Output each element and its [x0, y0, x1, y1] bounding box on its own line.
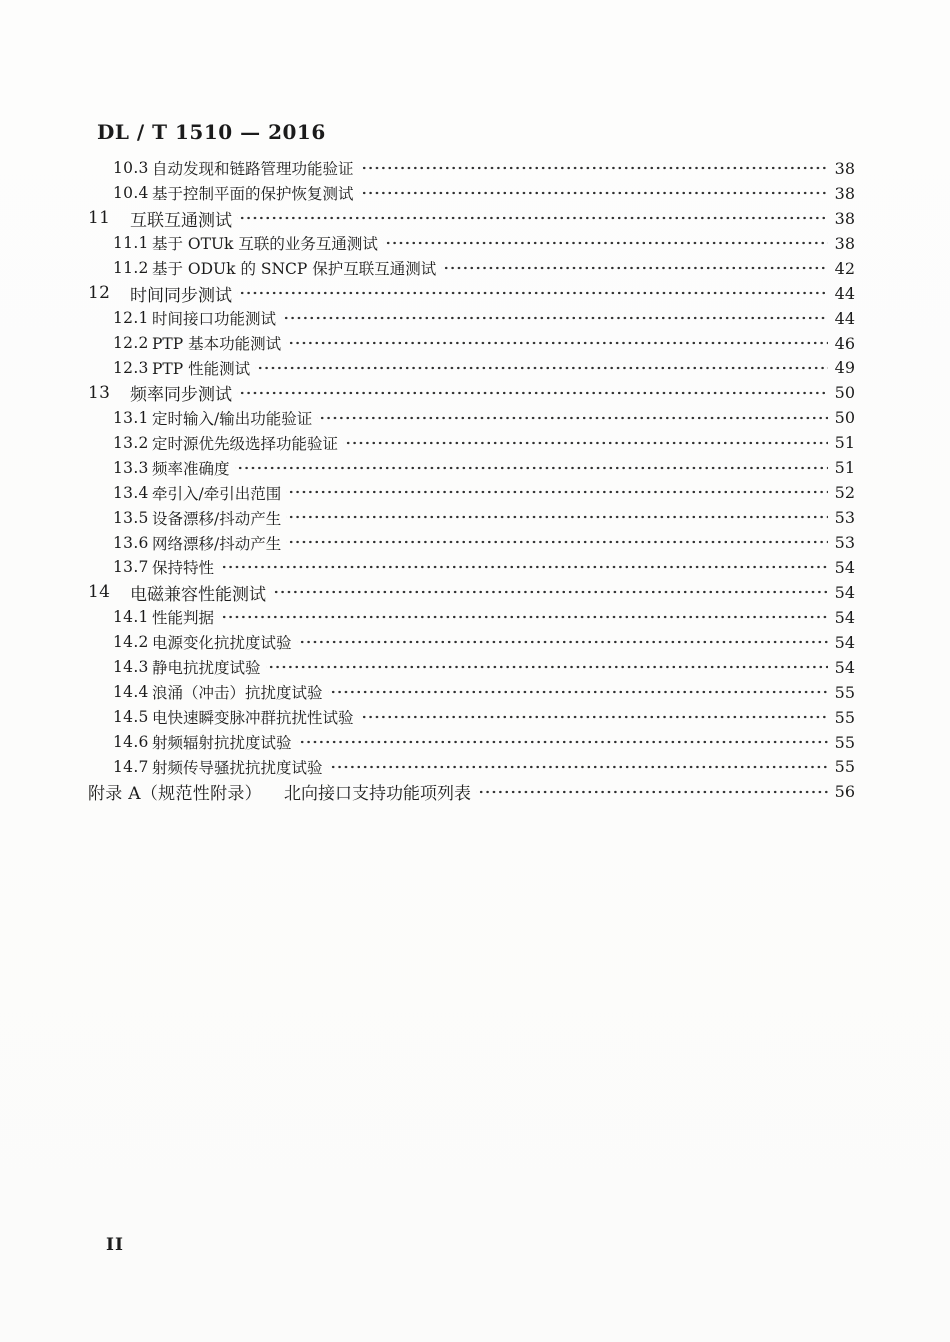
toc-entry [88, 580, 855, 605]
toc-entry-page: 38 [834, 158, 855, 178]
toc-entry-page: 53 [834, 508, 855, 528]
toc-entry-page: 54 [834, 657, 855, 677]
toc-entry-page: 44 [834, 283, 855, 303]
toc-entry-appendix [88, 779, 855, 804]
dot-leader [266, 655, 828, 680]
toc-entry-page: 55 [834, 682, 855, 702]
toc-entry [88, 231, 855, 256]
toc-entry-number: 12.2 [113, 334, 149, 353]
toc-entry [88, 605, 855, 630]
page-folio-number: II [106, 1235, 124, 1255]
toc-entry-title: 设备漂移/抖动产生 [152, 509, 282, 528]
toc-entry-number: 12.3 [113, 358, 149, 377]
dot-leader [476, 779, 828, 804]
toc-entry-page: 50 [834, 383, 855, 403]
dot-leader [328, 755, 828, 780]
toc-entry-number: 13.2 [113, 433, 149, 452]
toc-entry-number: 14 [88, 582, 111, 603]
toc-entry-number: 14.2 [113, 633, 149, 652]
toc-entry-number: 14.5 [113, 708, 149, 727]
toc-entry-title: 网络漂移/抖动产生 [152, 534, 282, 553]
toc-entry [88, 705, 855, 730]
dot-leader [359, 705, 828, 730]
toc-entry [88, 306, 855, 331]
toc-entry-number: 13.3 [113, 458, 149, 477]
toc-entry-number: 12.1 [113, 309, 149, 328]
toc-entry [88, 430, 855, 455]
toc-entry-number: 10.4 [113, 184, 149, 203]
toc-entry [88, 530, 855, 555]
toc-entry-title: 射频辐射抗扰度试验 [152, 734, 292, 753]
toc-entry-page: 49 [834, 358, 855, 378]
toc-entry-title: 电磁兼容性能测试 [130, 584, 266, 605]
dot-leader [286, 530, 828, 555]
toc-entry [88, 331, 855, 356]
toc-entry-page: 38 [834, 208, 855, 228]
toc-entry-number: 11 [88, 208, 111, 229]
toc-entry [88, 655, 855, 680]
toc-entry [88, 480, 855, 505]
toc-entry-number: 13.6 [113, 533, 149, 552]
toc-entry-title: 电快速瞬变脉冲群抗扰性试验 [152, 709, 354, 728]
toc-entry [88, 356, 855, 381]
toc-entry-page: 54 [834, 582, 855, 602]
toc-entry-page: 38 [834, 183, 855, 203]
dot-leader [441, 256, 828, 281]
toc-entry-page: 54 [834, 607, 855, 627]
toc-entry [88, 256, 855, 281]
toc-entry-number: 14.4 [113, 683, 149, 702]
toc-entry-title: 时间同步测试 [130, 285, 232, 306]
toc-entry-title: 自动发现和链路管理功能验证 [152, 160, 354, 179]
dot-leader [359, 181, 828, 206]
toc-entry-title: 基于控制平面的保护恢复测试 [152, 185, 354, 204]
toc-entry-number: 13.5 [113, 508, 149, 527]
toc-entry-title: 牵引入/牵引出范围 [152, 484, 282, 503]
dot-leader [219, 605, 828, 630]
dot-leader [286, 331, 828, 356]
toc-entry [88, 405, 855, 430]
toc-entry [88, 206, 855, 231]
dot-leader [328, 680, 828, 705]
dot-leader [286, 505, 828, 530]
toc-entry-page: 52 [834, 483, 855, 503]
toc-entry-title: 频率准确度 [152, 459, 230, 478]
toc-entry-title: 电源变化抗扰度试验 [152, 634, 292, 653]
toc-entry-page: 55 [834, 732, 855, 752]
toc-entry-number: 14.7 [113, 757, 149, 776]
toc-entry-page: 54 [834, 557, 855, 577]
toc-entry-page: 53 [834, 533, 855, 553]
dot-leader [281, 306, 828, 331]
toc-entry-title: 性能判据 [152, 609, 215, 628]
toc-entry-title: 定时输入/输出功能验证 [152, 409, 313, 428]
toc-entry-number: 13.1 [113, 408, 149, 427]
dot-leader [235, 455, 828, 480]
toc-entry [88, 505, 855, 530]
toc-entry-title: 浪涌（冲击）抗扰度试验 [152, 684, 323, 703]
toc-entry-page: 51 [834, 458, 855, 478]
toc-entry-title: 射频传导骚扰抗扰度试验 [152, 758, 323, 777]
toc-entry [88, 156, 855, 181]
toc-entry-page: 56 [834, 782, 855, 802]
toc-entry-page: 51 [834, 433, 855, 453]
toc-entry-number: 11.2 [113, 259, 149, 278]
toc-entry-page: 38 [834, 233, 855, 253]
toc-entry-page: 44 [834, 308, 855, 328]
document-number-header: DL / T 1510 — 2016 [97, 120, 326, 144]
toc-entry [88, 380, 855, 405]
dot-leader [237, 380, 828, 405]
table-of-contents [88, 156, 855, 804]
toc-entry [88, 455, 855, 480]
dot-leader [359, 156, 828, 181]
toc-entry-number: 13.7 [113, 558, 149, 577]
toc-entry-title: 北向接口支持功能项列表 [283, 784, 471, 805]
toc-entry-number: 14.3 [113, 658, 149, 677]
dot-leader [343, 430, 828, 455]
toc-entry-page: 55 [834, 707, 855, 727]
toc-entry-page: 42 [834, 258, 855, 278]
toc-entry [88, 181, 855, 206]
toc-entry-number: 11.1 [113, 234, 149, 253]
toc-entry [88, 730, 855, 755]
toc-entry-page: 50 [834, 408, 855, 428]
toc-entry-title: PTP 性能测试 [152, 359, 251, 378]
toc-entry-page: 46 [834, 333, 855, 353]
toc-entry-number: 14.6 [113, 733, 149, 752]
toc-entry-title: 保持特性 [152, 559, 215, 578]
toc-entry-number: 12 [88, 283, 111, 304]
toc-entry-title: 互联互通测试 [130, 210, 232, 231]
dot-leader [383, 231, 828, 256]
toc-entry-page: 55 [834, 757, 855, 777]
toc-entry [88, 281, 855, 306]
dot-leader [237, 206, 828, 231]
toc-entry-number: 13 [88, 382, 111, 403]
dot-leader [317, 405, 828, 430]
toc-entry-title: PTP 基本功能测试 [152, 335, 282, 354]
dot-leader [219, 555, 828, 580]
dot-leader [297, 730, 828, 755]
toc-entry [88, 755, 855, 780]
toc-entry-title: 定时源优先级选择功能验证 [152, 434, 339, 453]
toc-entry [88, 555, 855, 580]
toc-entry-title: 频率同步测试 [130, 385, 232, 406]
toc-entry [88, 680, 855, 705]
toc-entry-title: 基于 ODUk 的 SNCP 保护互联互通测试 [152, 260, 437, 279]
toc-entry-number: 附录 A（规范性附录） [88, 784, 262, 805]
toc-entry [88, 630, 855, 655]
toc-entry-title: 基于 OTUk 互联的业务互通测试 [152, 235, 378, 254]
toc-entry-title: 时间接口功能测试 [152, 310, 277, 329]
toc-entry-title: 静电抗扰度试验 [152, 659, 261, 678]
toc-entry-page: 54 [834, 632, 855, 652]
toc-entry-number: 10.3 [113, 159, 149, 178]
dot-leader [297, 630, 828, 655]
dot-leader [255, 356, 828, 381]
dot-leader [237, 281, 828, 306]
dot-leader [286, 480, 828, 505]
dot-leader [271, 580, 828, 605]
toc-entry-number: 14.1 [113, 608, 149, 627]
toc-entry-number: 13.4 [113, 483, 149, 502]
